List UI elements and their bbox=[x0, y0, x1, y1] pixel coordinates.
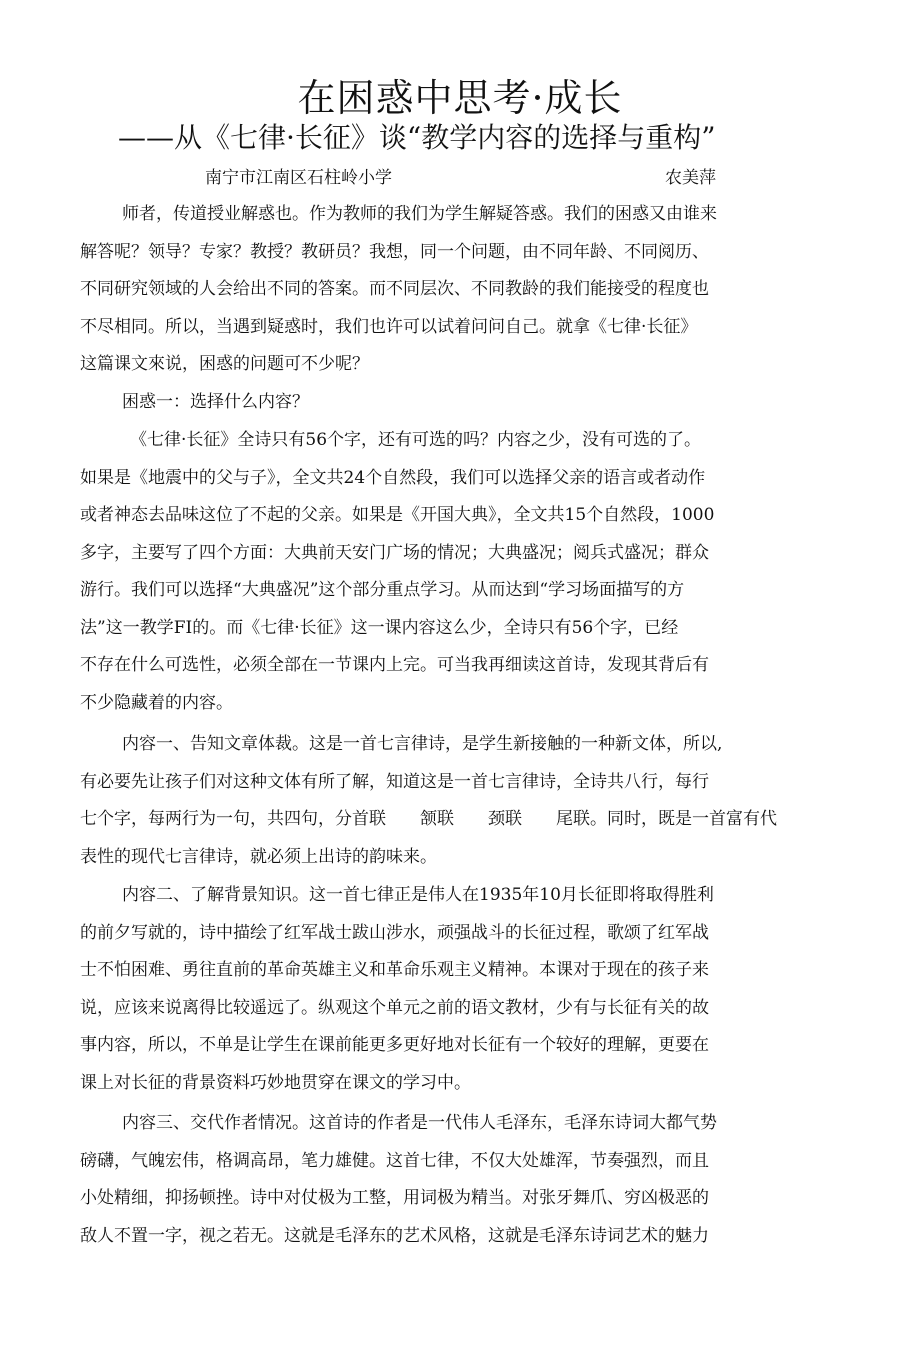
paragraph-line: 《七律·长征》全诗只有56个字，还有可选的吗？内容之少，没有可选的了。 bbox=[130, 430, 702, 450]
paragraph-intro bbox=[80, 196, 860, 384]
paragraph-line: 内容三、交代作者情况。这首诗的作者是一代伟人毛泽东，毛泽东诗词大都气势 bbox=[122, 1113, 717, 1133]
document-subtitle: ——从《七律·长征》谈“教学内容的选择与重构” bbox=[118, 121, 716, 154]
paragraph-line: 多字，主要写了四个方面：大典前天安门广场的情况；大典盛况；阅兵式盛况；群众 bbox=[80, 542, 709, 563]
paragraph-line: 敌人不置一字，视之若无。这就是毛泽东的艺术风格，这就是毛泽东诗词艺术的魅力 bbox=[80, 1225, 709, 1246]
paragraph-line: 小处精细，抑扬顿挫。诗中对仗极为工整，用词极为精当。对张牙舞爪、穷凶极恶的 bbox=[80, 1188, 709, 1208]
paragraph-line: 七个字，每两行为一句，共四句，分首联 颔联 颈联 尾联。同时，既是一首富有代 bbox=[80, 809, 777, 829]
paragraph-content-three bbox=[80, 1105, 860, 1255]
paragraph-line: 困惑一：选择什么内容？ bbox=[122, 392, 309, 412]
paragraph-line: 不存在什么可选性，必须全部在一节课内上完。可当我再细读这首诗，发现其背后有 bbox=[80, 655, 709, 675]
paragraph-line: 磅礴，气魄宏伟，格调高昂，笔力雄健。这首七律，不仅大处雄浑，节奏强烈，而且 bbox=[80, 1150, 709, 1171]
paragraph-line: 有必要先让孩子们对这种文体有所了解，知道这是一首七言律诗，全诗共八行，每行 bbox=[80, 771, 709, 792]
paragraph-line: 不少隐藏着的内容。 bbox=[80, 692, 233, 713]
paragraph-content-length bbox=[80, 422, 860, 722]
author-name: 农美萍 bbox=[665, 168, 716, 188]
paragraph-line: 事内容，所以，不单是让学生在课前能更多更好地对长征有一个较好的理解，更要在 bbox=[80, 1035, 709, 1055]
paragraph-line: 解答呢？领导？专家？教授？教研员？我想，同一个问题，由不同年龄、不同阅历、 bbox=[80, 241, 709, 262]
paragraph-line: 如果是《地震中的父与子》，全文共24个自然段，我们可以选择父亲的语言或者动作 bbox=[80, 467, 706, 488]
paragraph-question-one bbox=[80, 384, 860, 422]
paragraph-content-two bbox=[80, 877, 860, 1102]
paragraph-line: 说，应该来说离得比较遥远了。纵观这个单元之前的语文教材，少有与长征有关的故 bbox=[80, 997, 709, 1018]
document-title: 在困惑中思考·成长 bbox=[297, 76, 623, 120]
paragraph-line: 内容一、告知文章体裁。这是一首七言律诗，是学生新接触的一种新文体，所以, bbox=[122, 734, 723, 754]
paragraph-line: 或者神态去品味这位了不起的父亲。如果是《开国大典》，全文共15个自然段，1000 bbox=[80, 505, 715, 525]
paragraph-line: 不尽相同。所以，当遇到疑惑时，我们也许可以试着问问自己。就拿《七律·长征》 bbox=[80, 316, 698, 337]
paragraph-line: 的前夕写就的，诗中描绘了红军战士跋山涉水，顽强战斗的长征过程，歌颂了红军战 bbox=[80, 922, 709, 943]
paragraph-line: 表性的现代七言律诗，就必须上出诗的韵味来。 bbox=[80, 846, 437, 867]
paragraph-content-one bbox=[80, 726, 860, 876]
paragraph-line: 课上对长征的背景资料巧妙地贯穿在课文的学习中。 bbox=[80, 1072, 471, 1093]
paragraph-line: 这篇课文來说，困惑的问题可不少呢？ bbox=[80, 354, 369, 374]
paragraph-line: 游行。我们可以选择“大典盛况”这个部分重点学习。从而达到“学习场面描写的方 bbox=[80, 580, 685, 600]
author-school: 南宁市江南区石柱岭小学 bbox=[205, 168, 392, 188]
paragraph-line: 不同研究领域的人会给出不同的答案。而不同层次、不同教龄的我们能接受的程度也 bbox=[80, 279, 709, 299]
paragraph-line: 法”这一教学FI的。而《七律·长征》这一课内容这么少，全诗只有56个字，已经 bbox=[80, 617, 679, 638]
paragraph-line: 师者，传道授业解惑也。作为教师的我们为学生解疑答惑。我们的困惑又由谁来 bbox=[122, 204, 717, 224]
paragraph-line: 内容二、了解背景知识。这一首七律正是伟人在1935年10月长征即将取得胜利 bbox=[122, 885, 714, 905]
paragraph-line: 士不怕困难、勇往直前的革命英雄主义和革命乐观主义精神。本课对于现在的孩子来 bbox=[80, 960, 709, 980]
